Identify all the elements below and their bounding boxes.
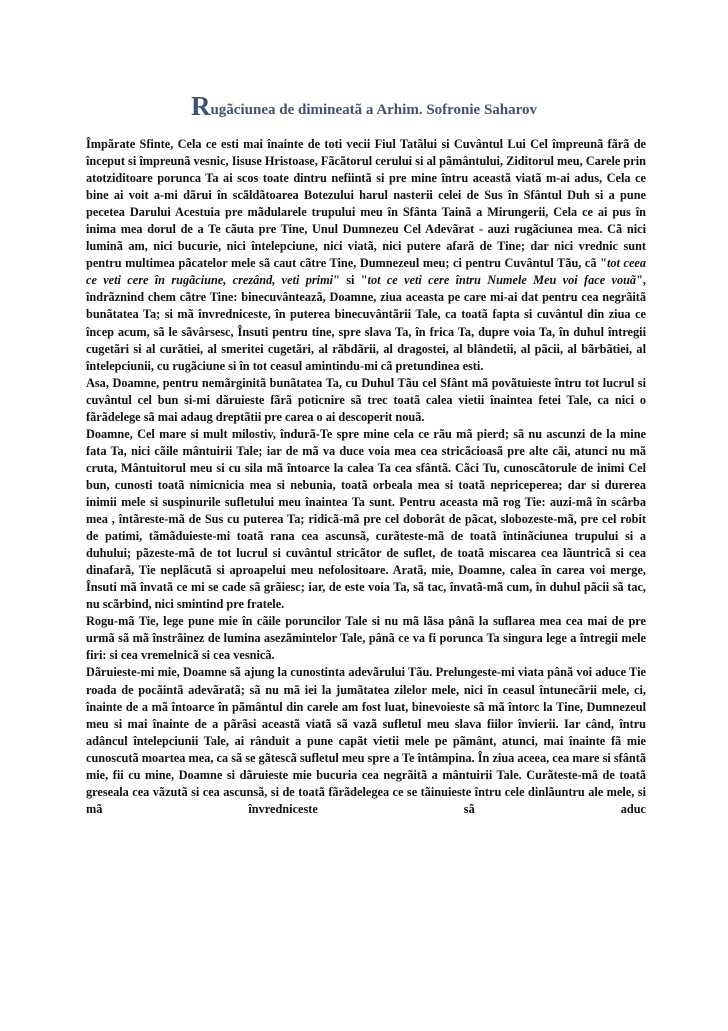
title-dropcap: R (190, 91, 211, 121)
scripture-quote-2: tot ce veti cere întru Numele Meu voi face vouã (367, 273, 637, 288)
title-text: ugãciunea de dimineatã a Arhim. Sofronie Saharov (210, 102, 538, 118)
paragraph-1-text-c: ", îndrãznind chem cãtre Tine: binecuvânteazã, Doamne, ziua aceasta pe care mi-ai dat pentru cea negrãitã bunãtatea Ta; si mã învredniceste, în puterea binecuvântãrii Tale, ca toatã fapta si cuvântul din ziua ce încep acum, sã le sãvârsesc, Însuti pentru tine, spre slava Ta, în frica Ta, dupre voia Ta, în duhul întregii cugetãri si al curãtiei, al smeritei cugetãri, al rãbdãrii, al dragostei, al blândetii, al pãcii, al bãrbãtiei, al întelepciunii, cu rugãciune si în tot ceasul amintindu-mi cã pretundinea esti. (86, 273, 646, 373)
paragraph-3: Doamne, Cel mare si mult milostiv, îndurã-Te spre mine cela ce rãu mã pierd; sã nu ascunzi de la mine fata Ta, nici cãile mântuirii Tale; iar de mã va duce voia mea cea stricãcioasã pre alte cãi, atunci nu mã cruta, Mântuitorul meu si cu sila mã întoarce la calea Ta cea sfântã. Cãci Tu, cunoscãtorule de inimi Cel bun, cunosti toatã nimicnicia mea si nebunia, toatã orbeala mea si toatã nepriceperea; dar si durerea inimii mele si suspinurile sufletului meu înaintea Ta sunt. Pentru aceasta mã rog Tie: auzi-mã în scârba mea , întãreste-mã de Sus cu puterea Ta; ridicã-mã pre cel doborât de pãcat, slobozeste-mã, pre cel robit de patimi, tãmãduieste-mi toatã rana cea ascunsã, curãteste-mã de toatã întinãciunea trupului si a duhului; pãzeste-mã de tot lucrul si cuvântul stricãtor de suflet, de toatã miscarea cea lãuntricã si cea dinafarã, Tie neplãcutã si aproapelui meu nefolositoare. Aratã, mie, Doamne, calea în carea voi merge, Însuti mã învatã ce mi se cade sã grãiesc; iar, de este voia Ta, sã tac, învatã-mã cum, în duhul pãcii sã tac, nu scãrbind, nici smintind pre fratele. (86, 426, 646, 612)
scripture-quote-1: tot ceea ce veti cere în rugãciune, crezând, veti primi (86, 256, 647, 288)
page-title (0, 92, 728, 124)
paragraph-1-text-a: Împãrate Sfinte, Cela ce esti mai înainte de toti vecii Fiul Tatãlui si Cuvântul Lui Cel împreunã fãrã de început si împreunã vesnic, Iisuse Hristoase, Fãcãtorul cerului si al pãmântului, Ziditorul meu, Carele prin atotziditoare porunca Ta ai scos toate dintru nefiintã si pre mine întru aceastã viatã m-ai adus, Cela ce bine ai voit a-mi dãrui în scãldãtoarea Botezului harul nasterii celei de Sus în Sfântul Duh si a pune pecetea Darului Acestuia pre mãdularele trupului meu în Sfânta Tainã a Mirungerii, Cela ce ai pus în inima mea dorul de a Te cãuta pre Tine, Unul Dumnezeu Cel Adevãrat - auzi rugãciunea mea. Cã nici luminã am, nici bucurie, nici întelepciune, nici viatã, nici putere afarã de Tine; dar nici vrednic sunt pentru multimea pãcatelor mele sã caut cãtre Tine, Dumnezeul meu; ci pentru Cuvântul Tãu, cã " (86, 137, 646, 271)
paragraph-1-text-b: " si " (333, 273, 368, 288)
paragraph-4: Rogu-mã Tie, lege pune mie în cãile poruncilor Tale si nu mã lãsa pânã la suflarea mea cea mai de pre urmã sã mã înstrãinez de lumina asezãmintelor Tale, pânã ce va fi porunca Ta singura lege a întregii mele firi: si cea vremelnicã si cea vesnicã. (86, 614, 646, 663)
paragraph-1 (86, 136, 646, 375)
prayer-body (86, 136, 646, 818)
paragraph-5: Dãruieste-mi mie, Doamne sã ajung la cunostinta adevãrului Tãu. Prelungeste-mi viata pânã voi aduce Tie roada de pocãintã adevãratã; sã nu mã iei la jumãtatea zilelor mele, nici în ceasul întunecãrii mele, ci, înainte de a mã întoarce în pãmântul din carele am fost luat, binevoieste sã mã întorc la Tine, Dumnezeul meu si mai înainte de a pãrãsi aceastã viatã sã vazã sufletul meu slava fiilor învierii. Iar când, întru adâncul întelepciunii Tale, ai rânduit a pune capãt vietii mele pe pãmânt, atunci, mai înainte fã mie cunoscutã moartea mea, ca sã se gãtescã sufletul meu spre a Te întâmpina. În ziua aceea, cea mare si sfântã mie, fii cu mine, Doamne si dãruieste mie bucuria cea negrãitã a mântuirii Tale. Curãteste-mã de toatã greseala cea vãzutã si cea ascunsã, si de toatã fãrãdelegea ce se tãinuieste întru cele dinlãuntru ale mele, si mã învredniceste sã aduc (86, 665, 646, 816)
paragraph-2: Asa, Doamne, pentru nemãrginitã bunãtatea Ta, cu Duhul Tãu cel Sfânt mã povãtuieste întru tot lucrul si cuvântul cel bun si-mi dãruieste fãrã poticnire sã trec toatã calea vietii înaintea fetei Tale, ca nici o fãrãdelege sã mai adaug dreptãtii pre carea o ai descoperit nouã. (86, 375, 646, 424)
